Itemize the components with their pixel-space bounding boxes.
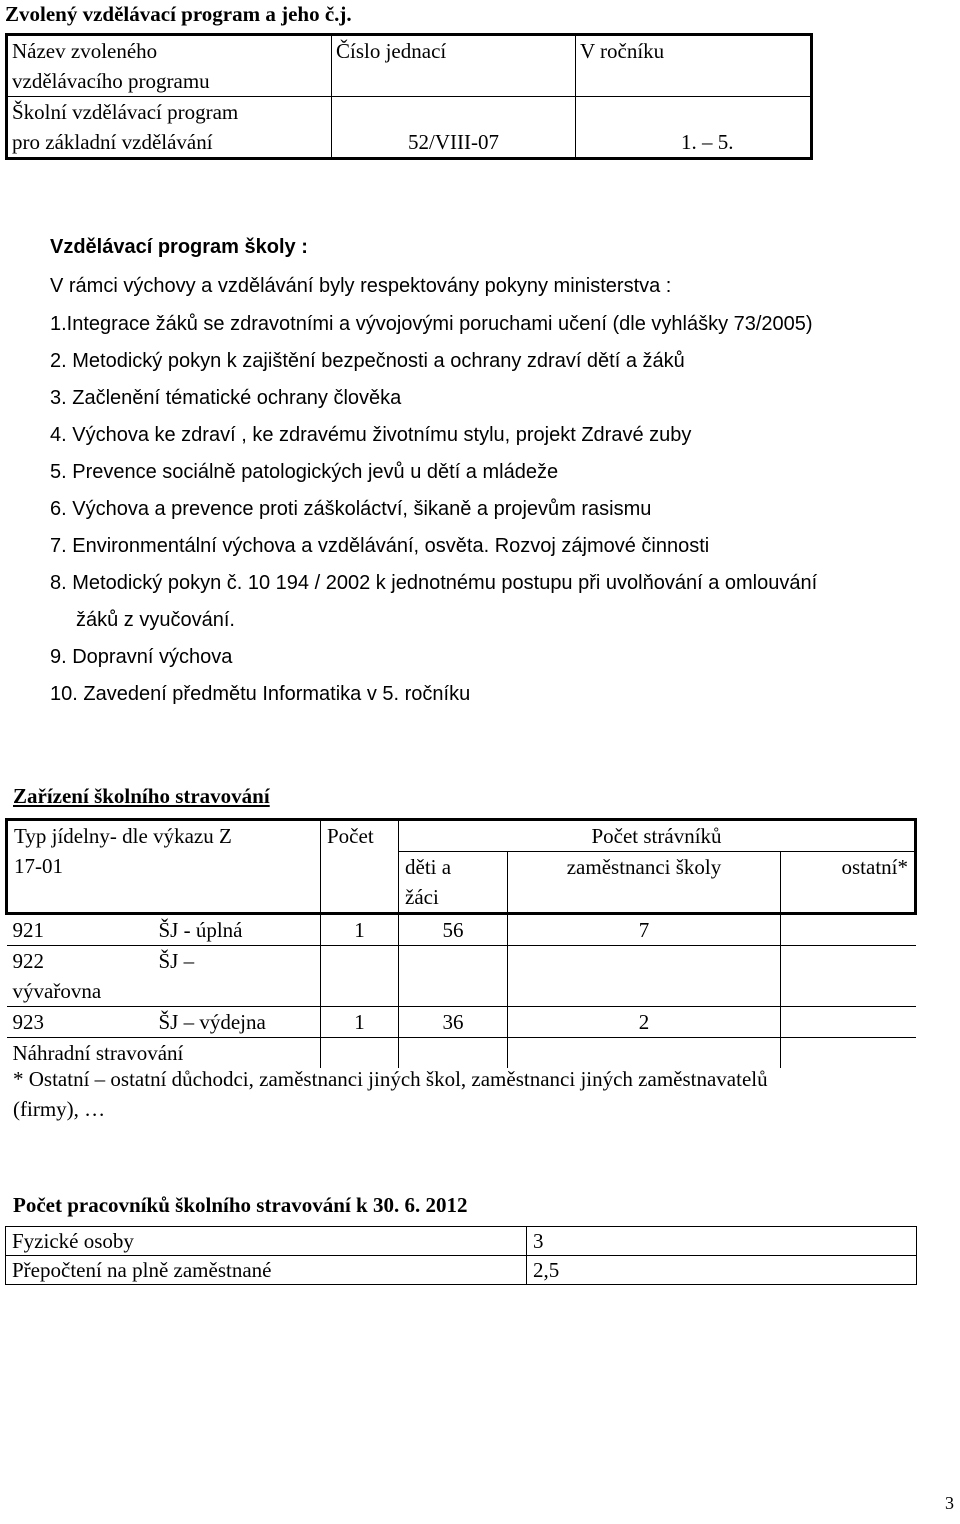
list-item: 4. Výchova ke zdraví , ke zdravému životnímu stylu, projekt Zdravé zuby xyxy=(50,424,692,446)
program-table xyxy=(5,33,813,160)
section-title-program: Zvolený vzdělávací program a jeho č.j. xyxy=(5,2,352,26)
cislo-jednaci-value: 52/VIII-07 xyxy=(332,97,576,159)
header-zamestnanci: zaměstnanci školy xyxy=(508,852,781,914)
prac-title: Počet pracovníků školního stravování k 30. 6. 2012 xyxy=(13,1193,468,1217)
list-item: 6. Výchova a prevence proti záškoláctví, šikaně a projevům rasismu xyxy=(50,498,652,520)
strav-table xyxy=(5,818,917,1068)
strav-title: Zařízení školního stravování xyxy=(13,784,270,808)
header-program-name: Název zvoleného vzdělávacího programu xyxy=(7,35,332,97)
vp-title: Vzdělávací program školy : xyxy=(50,236,308,258)
table-row: Přepočtení na plně zaměstnané 2,5 xyxy=(6,1256,917,1285)
list-item: 2. Metodický pokyn k zajištění bezpečnosti a ochrany zdraví dětí a žáků xyxy=(50,350,685,372)
header-pocet-stravniku: Počet strávníků xyxy=(399,820,916,852)
table-row: 923 ŠJ – výdejna 1 36 2 xyxy=(7,1007,916,1038)
vp-intro: V rámci výchovy a vzdělávání byly respektovány pokyny ministerstva : xyxy=(50,275,672,297)
list-item: 9. Dopravní výchova xyxy=(50,646,233,668)
list-item: 10. Zavedení předmětu Informatika v 5. ročníku xyxy=(50,683,471,705)
table-row: Náhradní stravování xyxy=(7,1038,916,1069)
page-number: 3 xyxy=(945,1493,954,1513)
header-rocnik: V ročníku xyxy=(576,35,812,97)
list-item: 5. Prevence sociálně patologických jevů u dětí a mládeže xyxy=(50,461,559,483)
prac-table xyxy=(5,1226,917,1285)
program-name-value: Školní vzdělávací program pro základní vzdělávání xyxy=(7,97,332,159)
strav-footnote: * Ostatní – ostatní důchodci, zaměstnanci jiných škol, zaměstnanci jiných zaměstnavatelů (firmy), … xyxy=(13,1067,768,1121)
table-row: 921 ŠJ - úplná 1 56 7 xyxy=(7,914,916,946)
rocnik-value: 1. – 5. xyxy=(576,97,812,159)
list-item: žáků z vyučování. xyxy=(76,609,235,631)
header-cislo-jednaci: Číslo jednací xyxy=(332,35,576,97)
list-item: 3. Začlenění tématické ochrany člověka xyxy=(50,387,402,409)
list-item: 1.Integrace žáků se zdravotními a vývojovými poruchami učení (dle vyhlášky 73/2005) xyxy=(50,313,813,335)
header-deti: děti a žáci xyxy=(399,852,508,914)
table-row: Fyzické osoby 3 xyxy=(6,1227,917,1256)
header-pocet: Počet xyxy=(321,820,399,914)
header-ostatni: ostatní* xyxy=(781,852,916,914)
header-typ-jidelny: Typ jídelny- dle výkazu Z 17-01 xyxy=(7,820,321,914)
list-item: 8. Metodický pokyn č. 10 194 / 2002 k jednotnému postupu při uvolňování a omlouvání xyxy=(50,572,818,594)
list-item: 7. Environmentální výchova a vzdělávání, osvěta. Rozvoj zájmové činnosti xyxy=(50,535,710,557)
table-row: 922 ŠJ – vývařovna xyxy=(7,946,916,1007)
